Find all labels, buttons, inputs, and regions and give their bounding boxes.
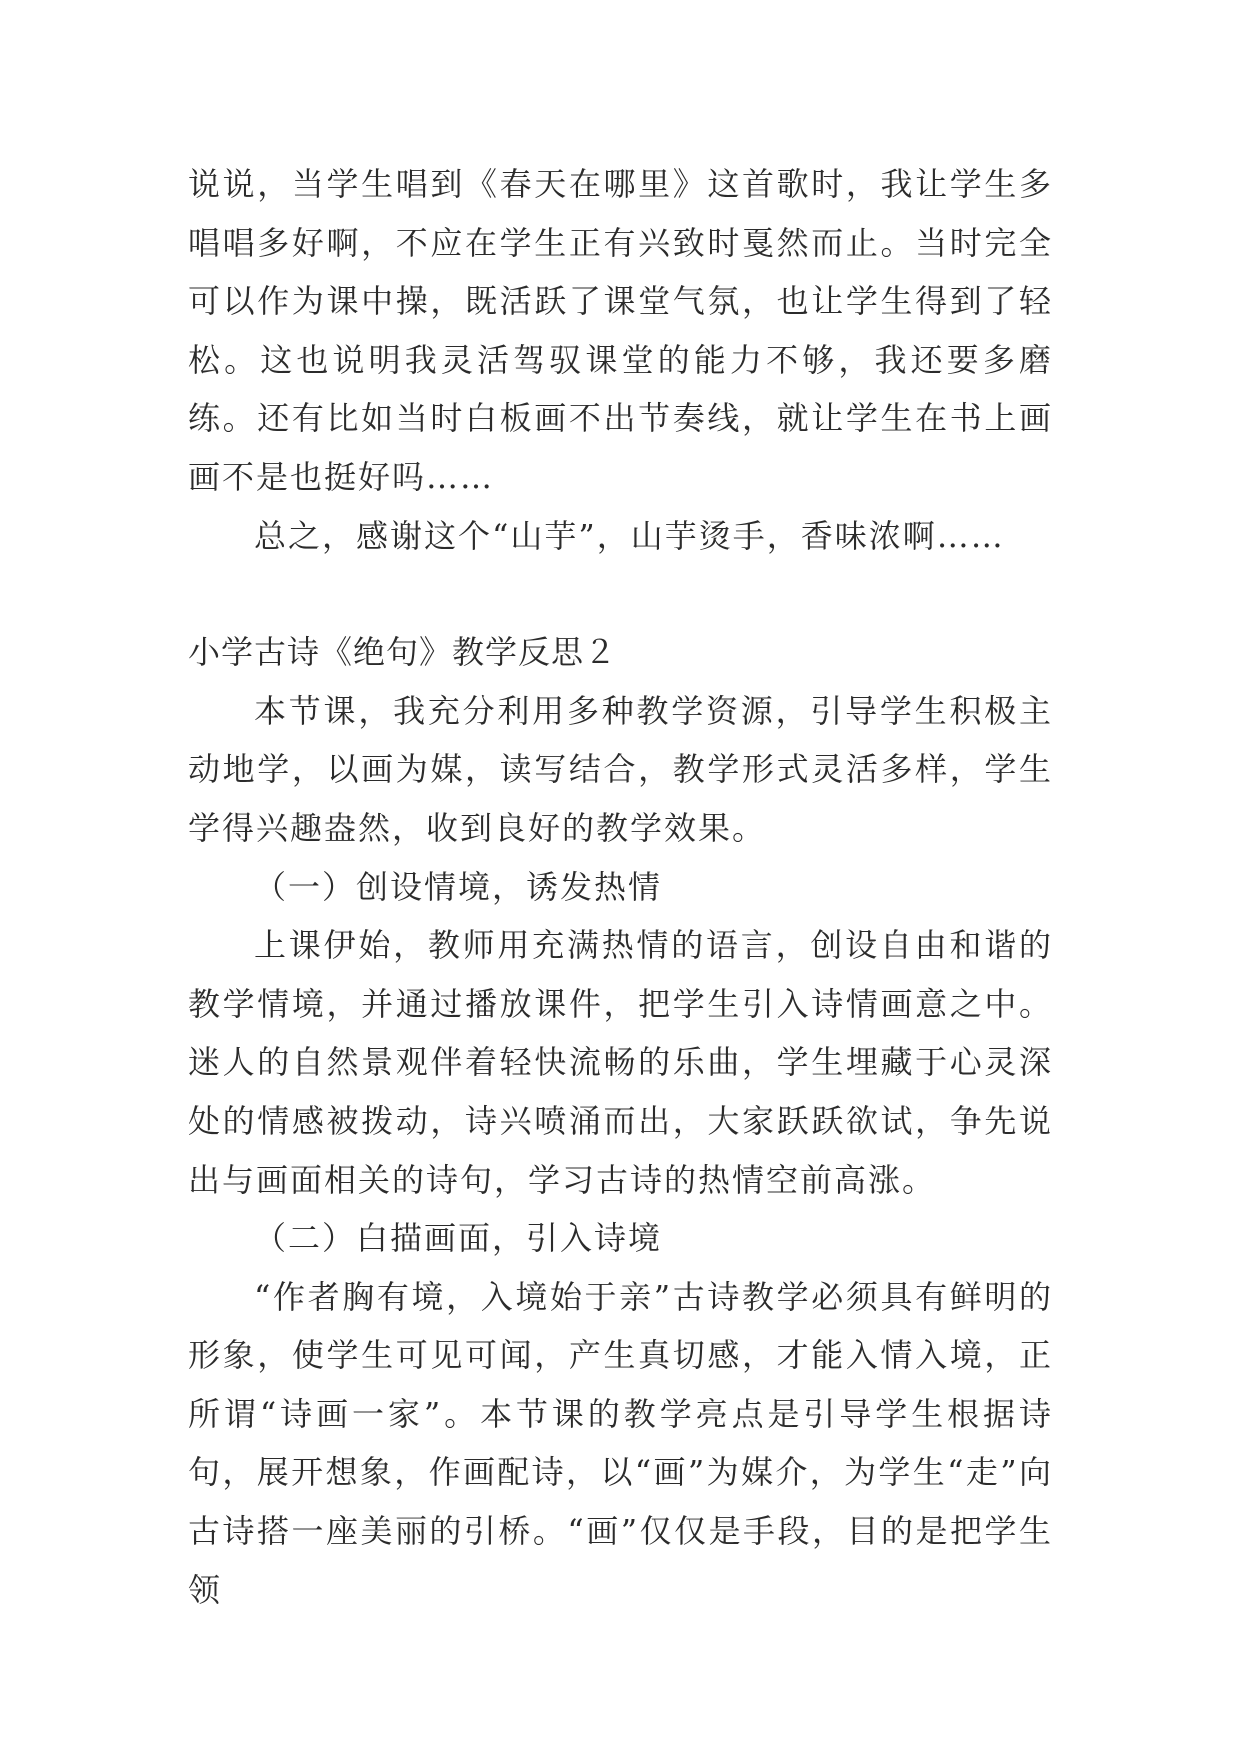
subheading-1: （一）创设情境，诱发热情 <box>254 867 663 906</box>
paragraph-2: 总之，感谢这个“山芋”，山芋烫手，香味浓啊…… <box>254 516 1005 555</box>
paragraph-1: 说说，当学生唱到《春天在哪里》这首歌时，我让学生多唱唱多好啊，不应在学生正有兴致时戛然而止。当时完全可以作为课中操，既活跃了课堂气氛，也让学生得到了轻松。这也说明我灵活驾驭课堂的能力不够，我还要多磨练。还有比如当时白板画不出节奏线，就让学生在书上画画不是也挺好吗…… <box>188 165 1053 496</box>
paragraph-4: 上课伊始，教师用充满热情的语言，创设自由和谐的教学情境，并通过播放课件，把学生引入诗情画意之中。迷人的自然景观伴着轻快流畅的乐曲，学生埋藏于心灵深处的情感被拨动，诗兴喷涌而出，大家跃跃欲试，争先说出与画面相关的诗句，学习古诗的热情空前高涨。 <box>188 926 1053 1199</box>
document-body <box>188 155 1053 1619</box>
subheading-2: （二）白描画面，引入诗境 <box>254 1219 663 1258</box>
paragraph-5: “作者胸有境，入境始于亲”古诗教学必须具有鲜明的形象，使学生可见可闻，产生真切感，才能入情入境，正所谓“诗画一家”。本节课的教学亮点是引导学生根据诗句，展开想象，作画配诗，以“画”为媒介，为学生“走”向古诗搭一座美丽的引桥。“画”仅仅是手段，目的是把学生领 <box>188 1277 1053 1609</box>
paragraph-3: 本节课，我充分利用多种教学资源，引导学生积极主动地学，以画为媒，读写结合，教学形式灵活多样，学生学得兴趣盎然，收到良好的教学效果。 <box>188 691 1053 847</box>
section-heading: 小学古诗《绝句》教学反思２ <box>188 633 618 672</box>
